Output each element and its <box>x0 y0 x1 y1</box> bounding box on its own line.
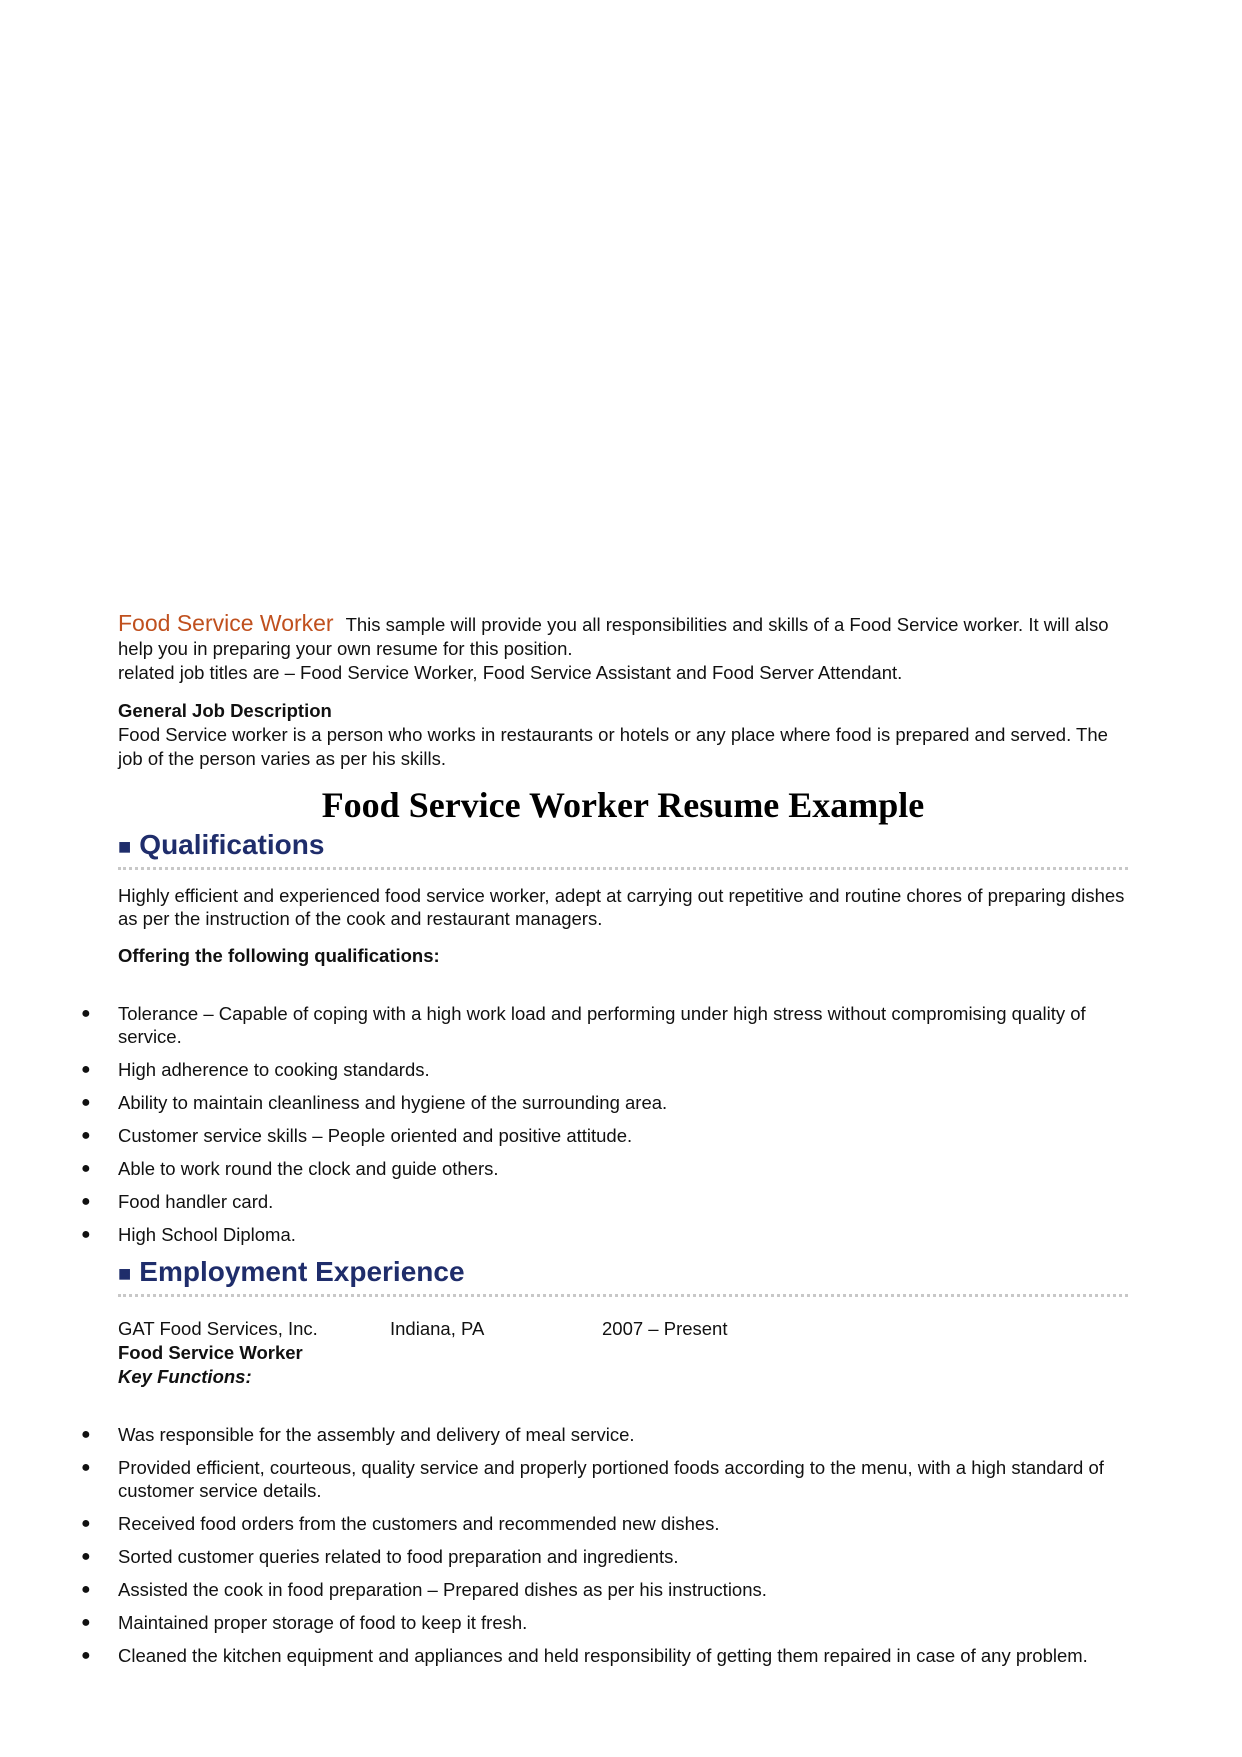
list-item <box>81 1223 1128 1246</box>
list-item-text: Able to work round the clock and guide others. <box>118 1158 499 1179</box>
list-item-text: Assisted the cook in food preparation – Prepared dishes as per his instructions. <box>118 1579 767 1600</box>
list-item-text: Tolerance – Capable of coping with a high work load and performing under high stress without compromising quality of service. <box>118 1003 1086 1047</box>
section-divider <box>118 1294 1128 1297</box>
list-item-text: High adherence to cooking standards. <box>118 1059 430 1080</box>
qualifications-heading-text: Qualifications <box>139 829 325 860</box>
list-item-text: High School Diploma. <box>118 1224 296 1245</box>
bullet-icon: ● <box>81 1459 91 1476</box>
qualifications-heading <box>118 829 1128 863</box>
bullet-icon: ● <box>81 1160 91 1177</box>
intro-text: This sample will provide you all responsibilities and skills of a Food Service worker. It will also help you in preparing your own resume for this position. <box>118 614 1109 659</box>
key-functions-label: Key Functions: <box>118 1366 252 1387</box>
list-item-text: Was responsible for the assembly and delivery of meal service. <box>118 1424 635 1445</box>
offering-label: Offering the following qualifications: <box>118 945 440 966</box>
section-square-icon: ■ <box>118 834 132 859</box>
document-title: Food Service Worker Resume Example <box>321 785 925 825</box>
list-item <box>81 1644 1128 1667</box>
list-item-text: Cleaned the kitchen equipment and appliances and held responsibility of getting them repaired in case of any problem. <box>118 1645 1088 1666</box>
bullet-icon: ● <box>81 1515 91 1532</box>
intro-paragraph <box>118 611 1128 661</box>
bullet-icon: ● <box>81 1226 91 1243</box>
list-item-text: Sorted customer queries related to food preparation and ingredients. <box>118 1546 679 1567</box>
section-divider <box>118 867 1128 870</box>
list-item <box>81 1091 1128 1114</box>
bullet-icon: ● <box>81 1094 91 1111</box>
related-titles-text: related job titles are – Food Service Worker, Food Service Assistant and Food Server Attendant. <box>118 662 903 683</box>
list-item-text: Received food orders from the customers and recommended new dishes. <box>118 1513 720 1534</box>
list-item <box>81 1190 1128 1213</box>
list-item <box>81 1512 1128 1535</box>
job-title: Food Service Worker <box>118 1342 303 1363</box>
list-item <box>81 1423 1128 1446</box>
list-item <box>81 1578 1128 1601</box>
list-item-text: Customer service skills – People oriented and positive attitude. <box>118 1125 633 1146</box>
bullet-icon: ● <box>81 1127 91 1144</box>
list-item <box>81 1002 1128 1048</box>
section-square-icon: ■ <box>118 1261 132 1286</box>
list-item <box>81 1456 1128 1502</box>
job-location: Indiana, PA <box>390 1318 485 1339</box>
general-description-text: Food Service worker is a person who works in restaurants or hotels or any place where food is prepared and served. The job of the person varies as per his skills. <box>118 724 1108 769</box>
list-item-text: Ability to maintain cleanliness and hygiene of the surrounding area. <box>118 1092 668 1113</box>
bullet-icon: ● <box>81 1005 91 1022</box>
bullet-icon: ● <box>81 1193 91 1210</box>
list-item-text: Maintained proper storage of food to keep it fresh. <box>118 1612 528 1633</box>
list-item <box>81 1157 1128 1180</box>
list-item <box>81 1124 1128 1147</box>
company-name: GAT Food Services, Inc. <box>118 1318 318 1339</box>
experience-heading <box>118 1256 1128 1290</box>
list-item <box>81 1058 1128 1081</box>
list-item-text: Food handler card. <box>118 1191 274 1212</box>
bullet-icon: ● <box>81 1548 91 1565</box>
document-content <box>81 610 1128 1677</box>
bullet-icon: ● <box>81 1426 91 1443</box>
qualifications-list <box>81 1002 1128 1246</box>
experience-heading-text: Employment Experience <box>139 1256 465 1287</box>
key-functions-list <box>81 1423 1128 1667</box>
bullet-icon: ● <box>81 1581 91 1598</box>
list-item <box>81 1545 1128 1568</box>
list-item <box>81 1611 1128 1634</box>
list-item-text: Provided efficient, courteous, quality service and properly portioned foods according to the menu, with a high standard of customer service details. <box>118 1457 1104 1501</box>
intro-title: Food Service Worker <box>118 610 334 636</box>
general-description-label: General Job Description <box>118 700 332 721</box>
qualifications-summary: Highly efficient and experienced food service worker, adept at carrying out repetitive and routine chores of preparing dishes as per the instruction of the cook and restaurant managers. <box>118 885 1125 929</box>
job-dates: 2007 – Present <box>602 1318 728 1339</box>
bullet-icon: ● <box>81 1614 91 1631</box>
bullet-icon: ● <box>81 1647 91 1664</box>
job-info-row <box>118 1317 1128 1341</box>
bullet-icon: ● <box>81 1061 91 1078</box>
